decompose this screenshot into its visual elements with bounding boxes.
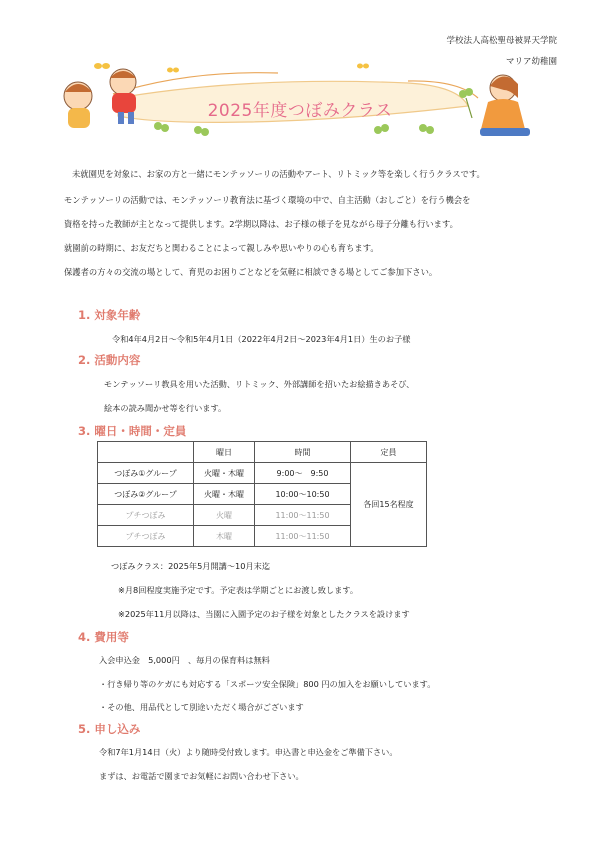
- table-header-cell: 定員: [351, 442, 427, 463]
- intro-line-1: 未就園児を対象に、お家の方と一緒にモンテッソーリの活動やアート、リトミック等を楽しく行うクラスです。: [72, 169, 485, 179]
- table-header-row: [98, 442, 427, 463]
- november-note: ※2025年11月以降は、当園に入園予定のお子様を対象としたクラスを設けます: [118, 609, 410, 619]
- class-period-note: つぼみクラス：2025年5月開講～10月末迄: [111, 561, 271, 571]
- day-cell: 火曜・木曜: [194, 463, 255, 484]
- intro-line-3: 資格を持った教師が主となって提供します。2学期以降は、お子様の様子を見ながら母子分離も行います。: [64, 219, 458, 229]
- group-cell: つぼみ①グループ: [98, 463, 194, 484]
- section-heading-age: 1. 対象年齢: [78, 308, 141, 322]
- activities-line-1: モンテッソーリ教具を用いた活動、リトミック、外部講師を招いたお絵描きあそび、: [104, 379, 415, 389]
- time-cell: 10:00～10:50: [255, 484, 351, 505]
- section-heading-activities: 2. 活動内容: [78, 353, 141, 367]
- day-cell: 火曜: [194, 505, 255, 526]
- fees-line-1: 入会申込金 5,000円 、毎月の保育料は無料: [99, 655, 270, 665]
- fees-line-3: ・その他、用品代として別途いただく場合がございます: [99, 702, 304, 712]
- time-cell: 11:00～11:50: [255, 505, 351, 526]
- time-cell: 11:00～11:50: [255, 526, 351, 547]
- table-header-cell: [98, 442, 194, 463]
- time-cell: 9:00～ 9:50: [255, 463, 351, 484]
- day-cell: 火曜・木曜: [194, 484, 255, 505]
- intro-line-4: 就園前の時期に、お友だちと関わることによって親しみや思いやりの心も育ちます。: [64, 243, 379, 253]
- section-heading-fees: 4. 費用等: [78, 630, 129, 644]
- fees-line-2: ・行き帰り等のケガにも対応する「スポーツ安全保険」800 円の加入をお願いしています。: [99, 679, 436, 689]
- schedule-table: [97, 441, 427, 547]
- clover-decoration: [154, 122, 434, 136]
- table-header-cell: 時間: [255, 442, 351, 463]
- intro-line-2: モンテッソーリの活動では、モンテッソーリ教育法に基づく環境の中で、自主活動（おしごと）を行う機会を: [64, 195, 471, 205]
- capacity-cell: 各回15名程度: [351, 463, 427, 547]
- table-header-cell: 曜日: [194, 442, 255, 463]
- organization-name: 学校法人高松聖母被昇天学院: [446, 36, 557, 46]
- activities-line-2: 絵本の読み聞かせ等を行います。: [104, 403, 227, 413]
- children-illustration: [64, 69, 136, 128]
- group-cell: プチつぼみ: [98, 526, 194, 547]
- application-line-1: 令和7年1月14日（火）より随時受付致します。申込書と申込金をご準備下さい。: [99, 747, 398, 757]
- day-cell: 木曜: [194, 526, 255, 547]
- group-cell: つぼみ②グループ: [98, 484, 194, 505]
- frequency-note: ※月8回程度実施予定です。予定表は学期ごとにお渡し致します。: [118, 585, 359, 595]
- butterfly-icons: [94, 63, 369, 73]
- school-name: マリア幼稚園: [505, 57, 557, 67]
- age-range-text: 令和4年4月2日～令和5年4月1日（2022年4月2日～2023年4月1日）生のお子様: [112, 334, 411, 344]
- table-row: [98, 463, 427, 484]
- group-cell: プチつぼみ: [98, 505, 194, 526]
- section-heading-application: 5. 申し込み: [78, 722, 141, 736]
- teacher-illustration: [459, 75, 530, 136]
- application-line-2: まずは、お電話で園までお気軽にお問い合わせ下さい。: [99, 771, 304, 781]
- intro-line-5: 保護者の方々の交流の場として、育児のお困りごとなどを気軽に相談できる場としてご参加下さい。: [64, 267, 438, 277]
- page-title: 2025年度つぼみクラス: [207, 101, 393, 121]
- section-heading-schedule: 3. 曜日・時間・定員: [78, 424, 187, 438]
